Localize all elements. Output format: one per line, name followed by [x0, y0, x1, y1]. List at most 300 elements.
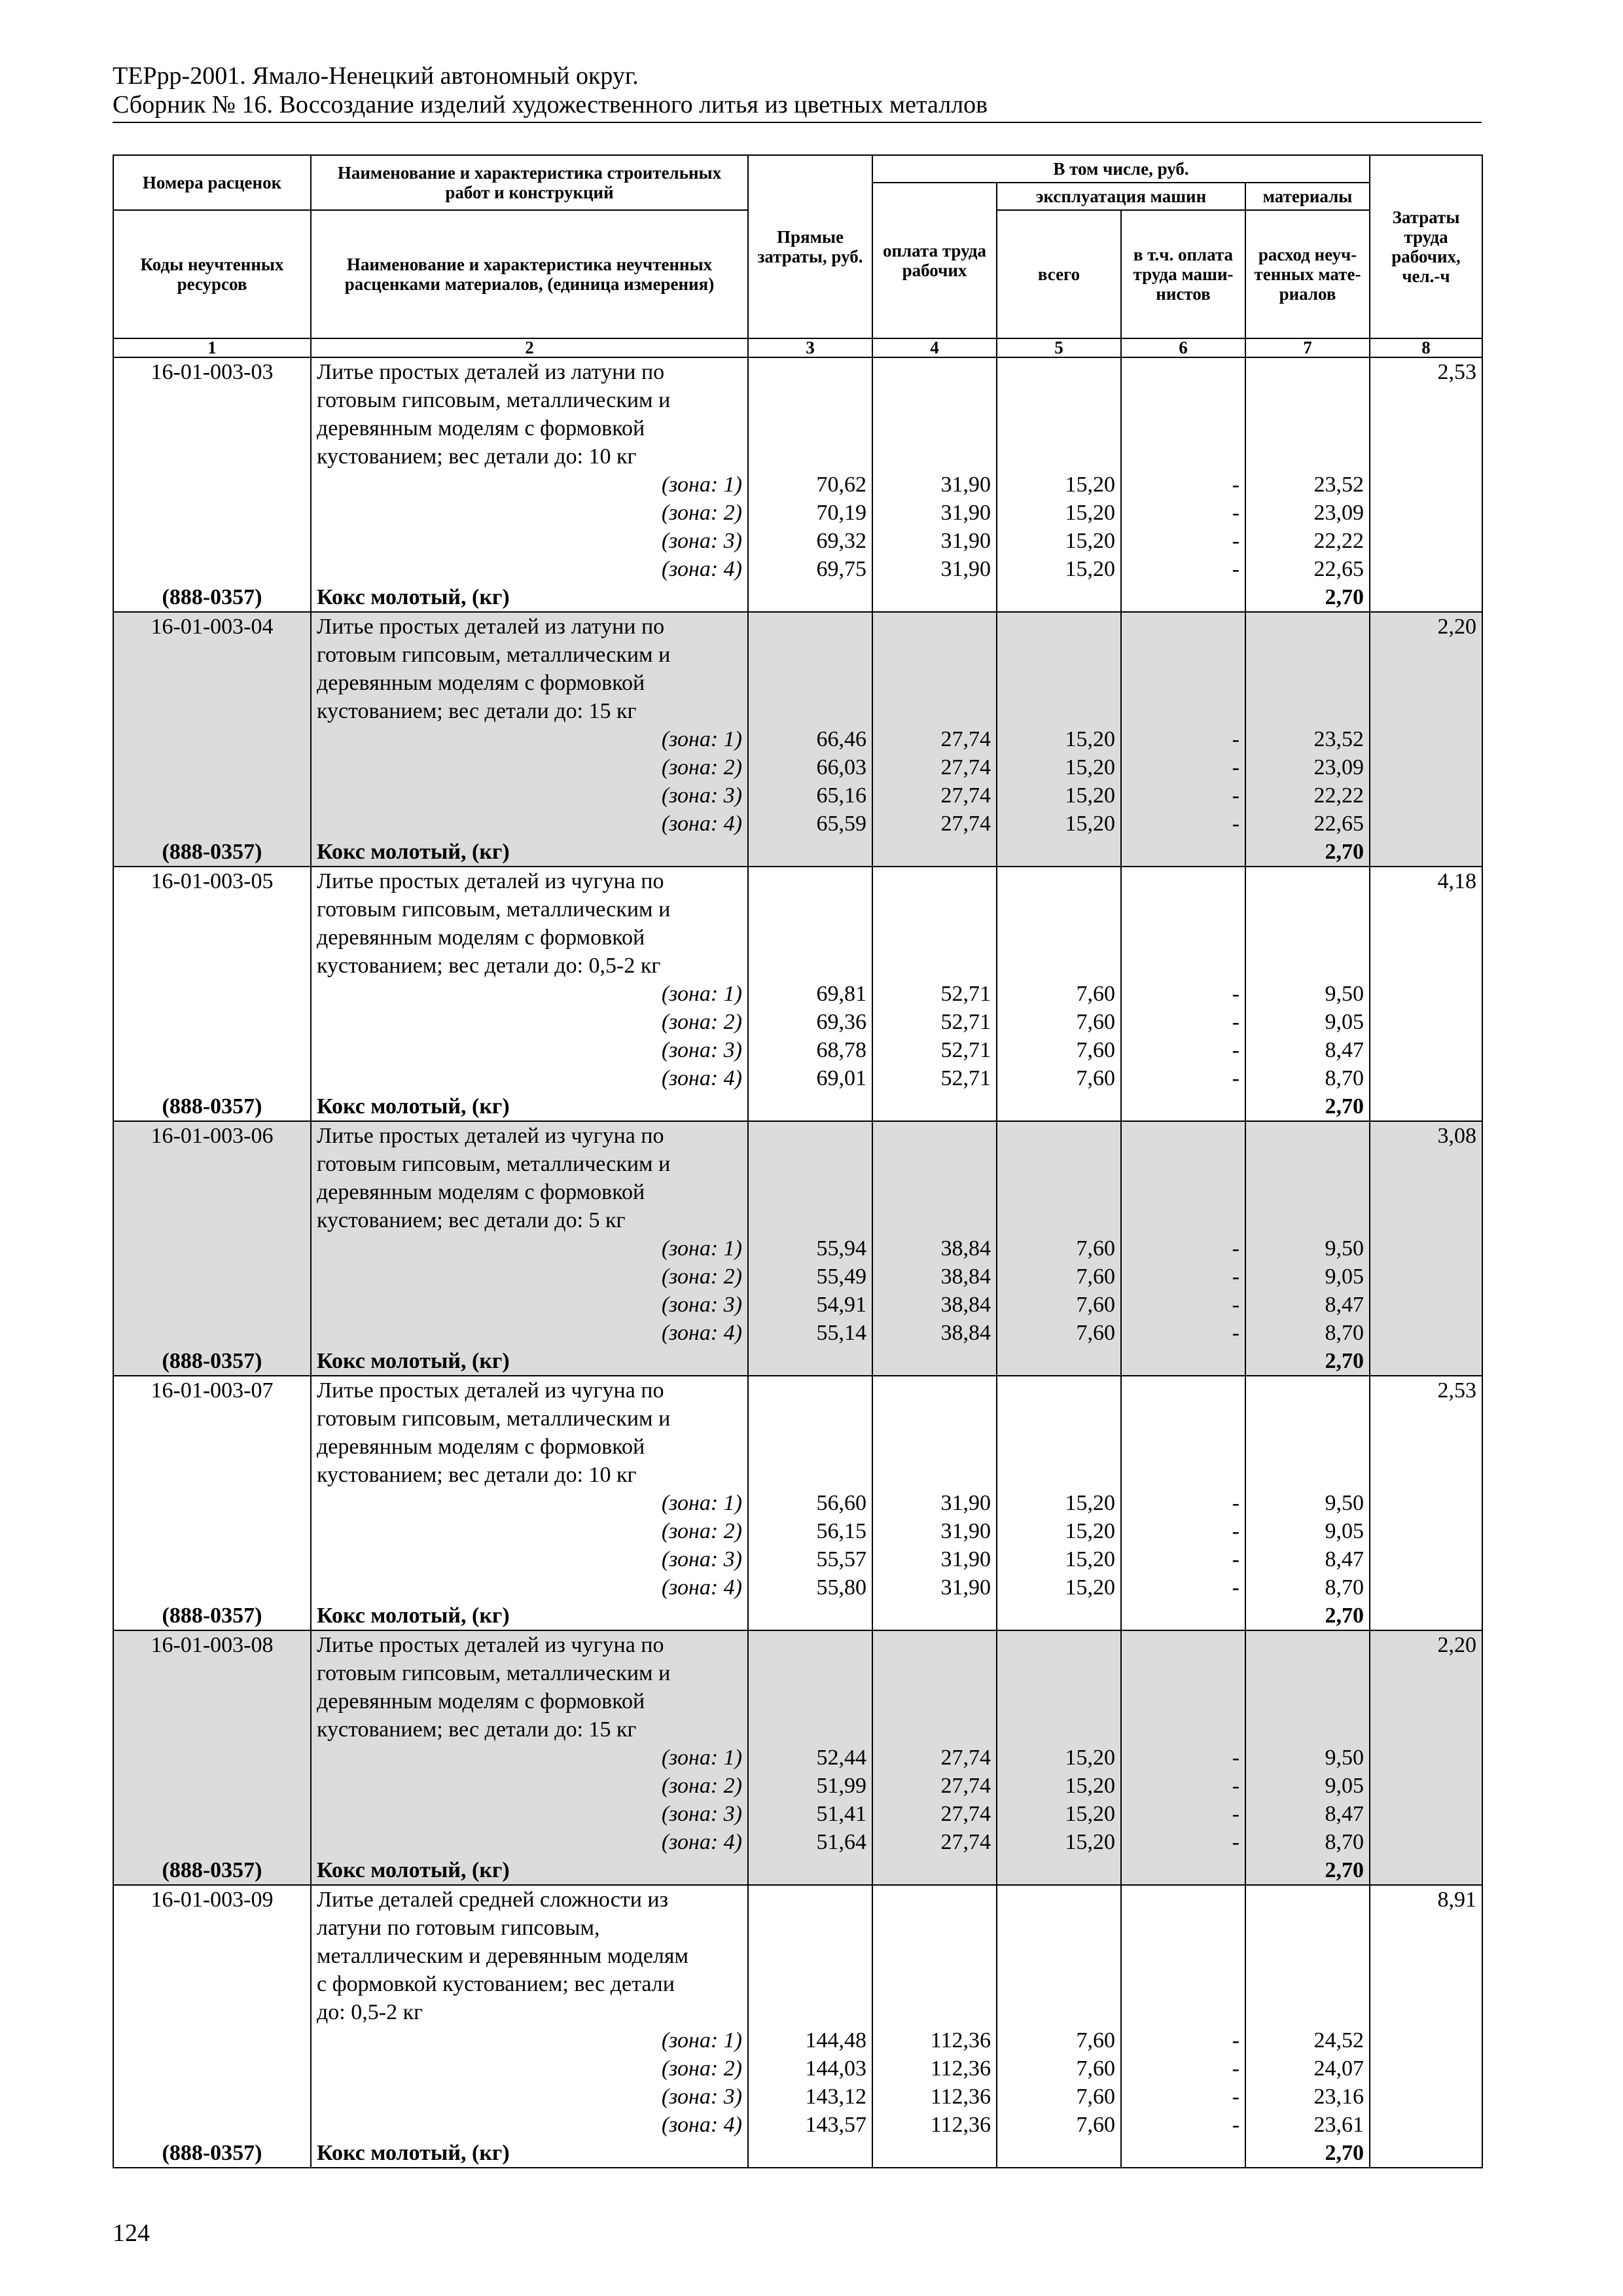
- machinist-pay: -: [1121, 1772, 1245, 1800]
- empty-cell: [1370, 810, 1482, 838]
- empty-cell: [113, 669, 311, 697]
- description-line: готовым гипсовым, металлическим и: [311, 1405, 748, 1433]
- empty-cell: [1121, 867, 1245, 895]
- empty-cell: [872, 669, 997, 697]
- direct-cost: 69,01: [748, 1064, 872, 1092]
- col2-bottom-heading: Наименование и характеристика неучтенных расценками материалов, (единица измерения): [311, 210, 748, 338]
- material-cost: 8,70: [1245, 1319, 1370, 1347]
- header-line-1: ТЕРрр-2001. Ямало-Ненецкий автономный округ.: [113, 62, 639, 90]
- machinist-pay: -: [1121, 2111, 1245, 2139]
- empty-cell: [872, 1376, 997, 1405]
- machine-cost: 7,60: [997, 2054, 1121, 2083]
- empty-cell: [872, 386, 997, 414]
- description-line: до: 0,5-2 кг: [311, 1998, 748, 2026]
- machines-heading: эксплуатация машин: [997, 183, 1245, 210]
- empty-cell: [1370, 1405, 1482, 1433]
- description-row: [113, 895, 1482, 924]
- labor-hours: 4,18: [1370, 867, 1482, 895]
- empty-cell: [1370, 2083, 1482, 2111]
- direct-cost: 69,36: [748, 1008, 872, 1036]
- direct-cost: 69,75: [748, 555, 872, 583]
- material-cost: 23,09: [1245, 499, 1370, 527]
- empty-cell: [748, 2139, 872, 2168]
- empty-cell: [872, 2139, 997, 2168]
- empty-cell: [872, 1405, 997, 1433]
- direct-cost: 69,32: [748, 527, 872, 555]
- rate-item: [113, 612, 1482, 867]
- direct-cost: 69,81: [748, 980, 872, 1008]
- rate-code: 16-01-003-03: [113, 357, 311, 386]
- empty-cell: [1370, 1602, 1482, 1630]
- empty-cell: [1370, 414, 1482, 442]
- empty-cell: [1121, 952, 1245, 980]
- empty-cell: [997, 1715, 1121, 1744]
- zone-row: [113, 2054, 1482, 2083]
- empty-cell: [1370, 1092, 1482, 1121]
- machinist-pay: -: [1121, 499, 1245, 527]
- zone-label: (зона: 4): [311, 1319, 748, 1347]
- empty-cell: [748, 1206, 872, 1234]
- rate-code: 16-01-003-08: [113, 1630, 311, 1659]
- empty-cell: [1370, 1319, 1482, 1347]
- direct-cost: 51,64: [748, 1828, 872, 1856]
- empty-cell: [872, 1715, 997, 1744]
- empty-cell: [113, 1942, 311, 1970]
- empty-cell: [1245, 414, 1370, 442]
- machinist-pay: -: [1121, 1573, 1245, 1602]
- description-row: [113, 1998, 1482, 2026]
- description-row: [113, 867, 1482, 895]
- machinist-pay: -: [1121, 725, 1245, 753]
- description-row: [113, 669, 1482, 697]
- empty-cell: [1245, 1630, 1370, 1659]
- description-line: Литье деталей средней сложности из: [311, 1885, 748, 1914]
- worker-pay: 27,74: [872, 1828, 997, 1856]
- empty-cell: [748, 1998, 872, 2026]
- description-row: [113, 1461, 1482, 1489]
- description-line: кустованием; вес детали до: 5 кг: [311, 1206, 748, 1234]
- description-row: [113, 1150, 1482, 1178]
- labor-hours: 3,08: [1370, 1121, 1482, 1150]
- direct-cost: 55,94: [748, 1234, 872, 1263]
- machine-cost: 7,60: [997, 1263, 1121, 1291]
- description-line: Литье простых деталей из чугуна по: [311, 867, 748, 895]
- resource-quantity: 2,70: [1245, 2139, 1370, 2168]
- resource-row: [113, 838, 1482, 867]
- direct-cost: 55,80: [748, 1573, 872, 1602]
- empty-cell: [113, 980, 311, 1008]
- resource-quantity: 2,70: [1245, 1856, 1370, 1885]
- machine-cost: 15,20: [997, 1800, 1121, 1828]
- empty-cell: [748, 1347, 872, 1376]
- empty-cell: [113, 697, 311, 725]
- empty-cell: [872, 1659, 997, 1687]
- empty-cell: [872, 1092, 997, 1121]
- labor-hours: 2,20: [1370, 612, 1482, 641]
- material-cost: 22,65: [1245, 555, 1370, 583]
- empty-cell: [1121, 1970, 1245, 1998]
- empty-cell: [1245, 1150, 1370, 1178]
- resource-code: (888-0357): [113, 1856, 311, 1885]
- empty-cell: [872, 1433, 997, 1461]
- machine-cost: 15,20: [997, 1489, 1121, 1517]
- description-row: [113, 1885, 1482, 1914]
- description-line: готовым гипсовым, металлическим и: [311, 1150, 748, 1178]
- empty-cell: [1121, 1461, 1245, 1489]
- empty-cell: [1121, 386, 1245, 414]
- empty-cell: [1121, 1433, 1245, 1461]
- empty-cell: [1245, 1914, 1370, 1942]
- empty-cell: [872, 612, 997, 641]
- description-line: готовым гипсовым, металлическим и: [311, 895, 748, 924]
- empty-cell: [1370, 1800, 1482, 1828]
- empty-cell: [113, 1064, 311, 1092]
- empty-cell: [872, 924, 997, 952]
- machine-cost: 15,20: [997, 1772, 1121, 1800]
- rate-code: 16-01-003-05: [113, 867, 311, 895]
- header-rule: [113, 122, 1482, 123]
- rate-code: 16-01-003-07: [113, 1376, 311, 1405]
- empty-cell: [1370, 2139, 1482, 2168]
- direct-cost: 144,03: [748, 2054, 872, 2083]
- machine-cost: 15,20: [997, 725, 1121, 753]
- description-line: деревянным моделям с формовкой: [311, 1687, 748, 1715]
- empty-cell: [1370, 697, 1482, 725]
- empty-cell: [997, 1970, 1121, 1998]
- empty-cell: [748, 1970, 872, 1998]
- empty-cell: [1245, 442, 1370, 471]
- empty-cell: [1370, 527, 1482, 555]
- direct-cost: 56,15: [748, 1517, 872, 1545]
- empty-cell: [872, 1914, 997, 1942]
- empty-cell: [1370, 1517, 1482, 1545]
- empty-cell: [1121, 1178, 1245, 1206]
- worker-pay: 38,84: [872, 1291, 997, 1319]
- empty-cell: [1245, 867, 1370, 895]
- empty-cell: [1370, 1291, 1482, 1319]
- empty-cell: [872, 1602, 997, 1630]
- empty-cell: [1370, 1064, 1482, 1092]
- worker-pay: 31,90: [872, 499, 997, 527]
- empty-cell: [997, 1347, 1121, 1376]
- materials-heading: материалы: [1245, 183, 1370, 210]
- material-cost: 24,07: [1245, 2054, 1370, 2083]
- zone-label: (зона: 4): [311, 810, 748, 838]
- machinist-pay: -: [1121, 471, 1245, 499]
- empty-cell: [1121, 1914, 1245, 1942]
- empty-cell: [1370, 1489, 1482, 1517]
- machine-cost: 7,60: [997, 2026, 1121, 2054]
- material-cost: 22,22: [1245, 781, 1370, 810]
- zone-row: [113, 2111, 1482, 2139]
- zone-row: [113, 2026, 1482, 2054]
- material-cost: 9,05: [1245, 1263, 1370, 1291]
- empty-cell: [1121, 1602, 1245, 1630]
- zone-label: (зона: 1): [311, 1234, 748, 1263]
- description-line: Литье простых деталей из чугуна по: [311, 1121, 748, 1150]
- empty-cell: [1370, 442, 1482, 471]
- rate-item: [113, 357, 1482, 612]
- labor-hours: 2,53: [1370, 357, 1482, 386]
- direct-cost: 55,14: [748, 1319, 872, 1347]
- material-cost: 24,52: [1245, 2026, 1370, 2054]
- resource-quantity: 2,70: [1245, 1347, 1370, 1376]
- empty-cell: [872, 357, 997, 386]
- zone-row: [113, 1545, 1482, 1573]
- empty-cell: [1370, 1433, 1482, 1461]
- empty-cell: [1121, 838, 1245, 867]
- machine-cost: 15,20: [997, 1744, 1121, 1772]
- empty-cell: [748, 1715, 872, 1744]
- empty-cell: [1370, 499, 1482, 527]
- description-line: кустованием; вес детали до: 15 кг: [311, 697, 748, 725]
- empty-cell: [997, 1885, 1121, 1914]
- zone-label: (зона: 4): [311, 1064, 748, 1092]
- machine-cost: 15,20: [997, 1517, 1121, 1545]
- empty-cell: [872, 442, 997, 471]
- machinist-pay: -: [1121, 1291, 1245, 1319]
- empty-cell: [113, 527, 311, 555]
- machine-cost: 15,20: [997, 1573, 1121, 1602]
- worker-pay: 27,74: [872, 725, 997, 753]
- empty-cell: [113, 1178, 311, 1206]
- worker-pay: 31,90: [872, 527, 997, 555]
- description-line: кустованием; вес детали до: 10 кг: [311, 442, 748, 471]
- resource-row: [113, 2139, 1482, 2168]
- empty-cell: [1370, 725, 1482, 753]
- empty-cell: [113, 499, 311, 527]
- empty-cell: [872, 1150, 997, 1178]
- zone-label: (зона: 2): [311, 1517, 748, 1545]
- empty-cell: [748, 1602, 872, 1630]
- empty-cell: [748, 612, 872, 641]
- description-row: [113, 1206, 1482, 1234]
- zone-label: (зона: 3): [311, 1291, 748, 1319]
- empty-cell: [1370, 753, 1482, 781]
- empty-cell: [748, 1121, 872, 1150]
- col4-heading: оплата труда рабочих: [872, 183, 997, 338]
- zone-row: [113, 471, 1482, 499]
- empty-cell: [1121, 2139, 1245, 2168]
- empty-cell: [113, 1659, 311, 1687]
- empty-cell: [113, 781, 311, 810]
- empty-cell: [1121, 583, 1245, 612]
- empty-cell: [748, 1376, 872, 1405]
- empty-cell: [113, 1234, 311, 1263]
- machinist-pay: -: [1121, 1263, 1245, 1291]
- empty-cell: [113, 386, 311, 414]
- empty-cell: [113, 924, 311, 952]
- material-cost: 23,52: [1245, 471, 1370, 499]
- worker-pay: 27,74: [872, 1772, 997, 1800]
- zone-row: [113, 753, 1482, 781]
- empty-cell: [997, 1998, 1121, 2026]
- empty-cell: [1370, 1659, 1482, 1687]
- rate-item: [113, 1630, 1482, 1885]
- machinist-pay: -: [1121, 810, 1245, 838]
- description-line: деревянным моделям с формовкой: [311, 414, 748, 442]
- worker-pay: 38,84: [872, 1319, 997, 1347]
- description-row: [113, 952, 1482, 980]
- worker-pay: 31,90: [872, 1517, 997, 1545]
- description-line: кустованием; вес детали до: 10 кг: [311, 1461, 748, 1489]
- empty-cell: [1245, 1687, 1370, 1715]
- empty-cell: [1370, 952, 1482, 980]
- machinist-pay: -: [1121, 980, 1245, 1008]
- empty-cell: [1121, 1150, 1245, 1178]
- empty-cell: [872, 1687, 997, 1715]
- empty-cell: [1121, 1121, 1245, 1150]
- machine-cost: 7,60: [997, 2083, 1121, 2111]
- empty-cell: [113, 1800, 311, 1828]
- empty-cell: [1121, 924, 1245, 952]
- empty-cell: [1370, 1998, 1482, 2026]
- machine-cost: 7,60: [997, 1319, 1121, 1347]
- empty-cell: [997, 1376, 1121, 1405]
- empty-cell: [1121, 442, 1245, 471]
- machine-cost: 15,20: [997, 527, 1121, 555]
- empty-cell: [748, 414, 872, 442]
- empty-cell: [748, 1659, 872, 1687]
- direct-cost: 144,48: [748, 2026, 872, 2054]
- description-row: [113, 1970, 1482, 1998]
- empty-cell: [113, 1263, 311, 1291]
- worker-pay: 31,90: [872, 1545, 997, 1573]
- zone-label: (зона: 2): [311, 1263, 748, 1291]
- zone-label: (зона: 4): [311, 555, 748, 583]
- zone-row: [113, 1489, 1482, 1517]
- empty-cell: [748, 1885, 872, 1914]
- col5-heading: всего: [997, 210, 1121, 338]
- direct-cost: 143,12: [748, 2083, 872, 2111]
- empty-cell: [1370, 471, 1482, 499]
- col-number: 4: [872, 338, 997, 357]
- empty-cell: [1245, 669, 1370, 697]
- empty-cell: [1245, 1206, 1370, 1234]
- empty-cell: [1370, 1744, 1482, 1772]
- direct-cost: 143,57: [748, 2111, 872, 2139]
- empty-cell: [997, 1178, 1121, 1206]
- empty-cell: [997, 1206, 1121, 1234]
- empty-cell: [1245, 895, 1370, 924]
- machine-cost: 15,20: [997, 1828, 1121, 1856]
- empty-cell: [1121, 697, 1245, 725]
- zone-row: [113, 1064, 1482, 1092]
- description-line: готовым гипсовым, металлическим и: [311, 641, 748, 669]
- empty-cell: [1121, 1630, 1245, 1659]
- description-line: деревянным моделям с формовкой: [311, 1433, 748, 1461]
- machine-cost: 15,20: [997, 810, 1121, 838]
- empty-cell: [1370, 1715, 1482, 1744]
- empty-cell: [872, 1970, 997, 1998]
- empty-cell: [748, 1461, 872, 1489]
- empty-cell: [748, 583, 872, 612]
- empty-cell: [113, 2054, 311, 2083]
- empty-cell: [113, 1291, 311, 1319]
- empty-cell: [872, 895, 997, 924]
- resource-quantity: 2,70: [1245, 838, 1370, 867]
- empty-cell: [1245, 1715, 1370, 1744]
- material-cost: 22,22: [1245, 527, 1370, 555]
- machinist-pay: -: [1121, 2083, 1245, 2111]
- empty-cell: [1370, 1036, 1482, 1064]
- empty-cell: [113, 895, 311, 924]
- empty-cell: [113, 442, 311, 471]
- material-cost: 23,52: [1245, 725, 1370, 753]
- empty-cell: [997, 357, 1121, 386]
- empty-cell: [1121, 1347, 1245, 1376]
- direct-cost: 65,59: [748, 810, 872, 838]
- empty-cell: [1370, 1206, 1482, 1234]
- zone-label: (зона: 2): [311, 1008, 748, 1036]
- worker-pay: 27,74: [872, 753, 997, 781]
- empty-cell: [872, 1347, 997, 1376]
- description-row: [113, 1630, 1482, 1659]
- description-line: готовым гипсовым, металлическим и: [311, 386, 748, 414]
- empty-cell: [1370, 641, 1482, 669]
- empty-cell: [1370, 2026, 1482, 2054]
- rate-item: [113, 1376, 1482, 1630]
- empty-cell: [997, 1687, 1121, 1715]
- empty-cell: [1245, 1461, 1370, 1489]
- worker-pay: 52,71: [872, 1008, 997, 1036]
- empty-cell: [1370, 838, 1482, 867]
- rates-table: [113, 154, 1483, 2168]
- description-row: [113, 1376, 1482, 1405]
- empty-cell: [1245, 1970, 1370, 1998]
- empty-cell: [113, 952, 311, 980]
- empty-cell: [997, 1121, 1121, 1150]
- empty-cell: [1370, 1545, 1482, 1573]
- empty-cell: [1121, 1206, 1245, 1234]
- empty-cell: [748, 357, 872, 386]
- empty-cell: [1245, 697, 1370, 725]
- empty-cell: [748, 641, 872, 669]
- empty-cell: [1245, 612, 1370, 641]
- resource-name: Кокс молотый, (кг): [311, 1092, 748, 1121]
- zone-row: [113, 725, 1482, 753]
- empty-cell: [113, 1914, 311, 1942]
- empty-cell: [1370, 1008, 1482, 1036]
- empty-cell: [997, 583, 1121, 612]
- zone-row: [113, 1828, 1482, 1856]
- zone-row: [113, 499, 1482, 527]
- empty-cell: [748, 1150, 872, 1178]
- resource-row: [113, 1092, 1482, 1121]
- material-cost: 8,47: [1245, 1036, 1370, 1064]
- empty-cell: [1121, 1998, 1245, 2026]
- description-row: [113, 357, 1482, 386]
- material-cost: 8,47: [1245, 1291, 1370, 1319]
- empty-cell: [1245, 1405, 1370, 1433]
- empty-cell: [1245, 386, 1370, 414]
- zone-row: [113, 1036, 1482, 1064]
- worker-pay: 112,36: [872, 2026, 997, 2054]
- worker-pay: 112,36: [872, 2054, 997, 2083]
- empty-cell: [113, 1970, 311, 1998]
- zone-label: (зона: 1): [311, 1489, 748, 1517]
- empty-cell: [1370, 1970, 1482, 1998]
- material-cost: 23,61: [1245, 2111, 1370, 2139]
- zone-row: [113, 1263, 1482, 1291]
- machinist-pay: -: [1121, 2054, 1245, 2083]
- col1-bottom-heading: Коды неучтенных ресурсов: [113, 210, 311, 338]
- description-row: [113, 1687, 1482, 1715]
- machine-cost: 7,60: [997, 980, 1121, 1008]
- machinist-pay: -: [1121, 1489, 1245, 1517]
- zone-label: (зона: 4): [311, 2111, 748, 2139]
- empty-cell: [997, 867, 1121, 895]
